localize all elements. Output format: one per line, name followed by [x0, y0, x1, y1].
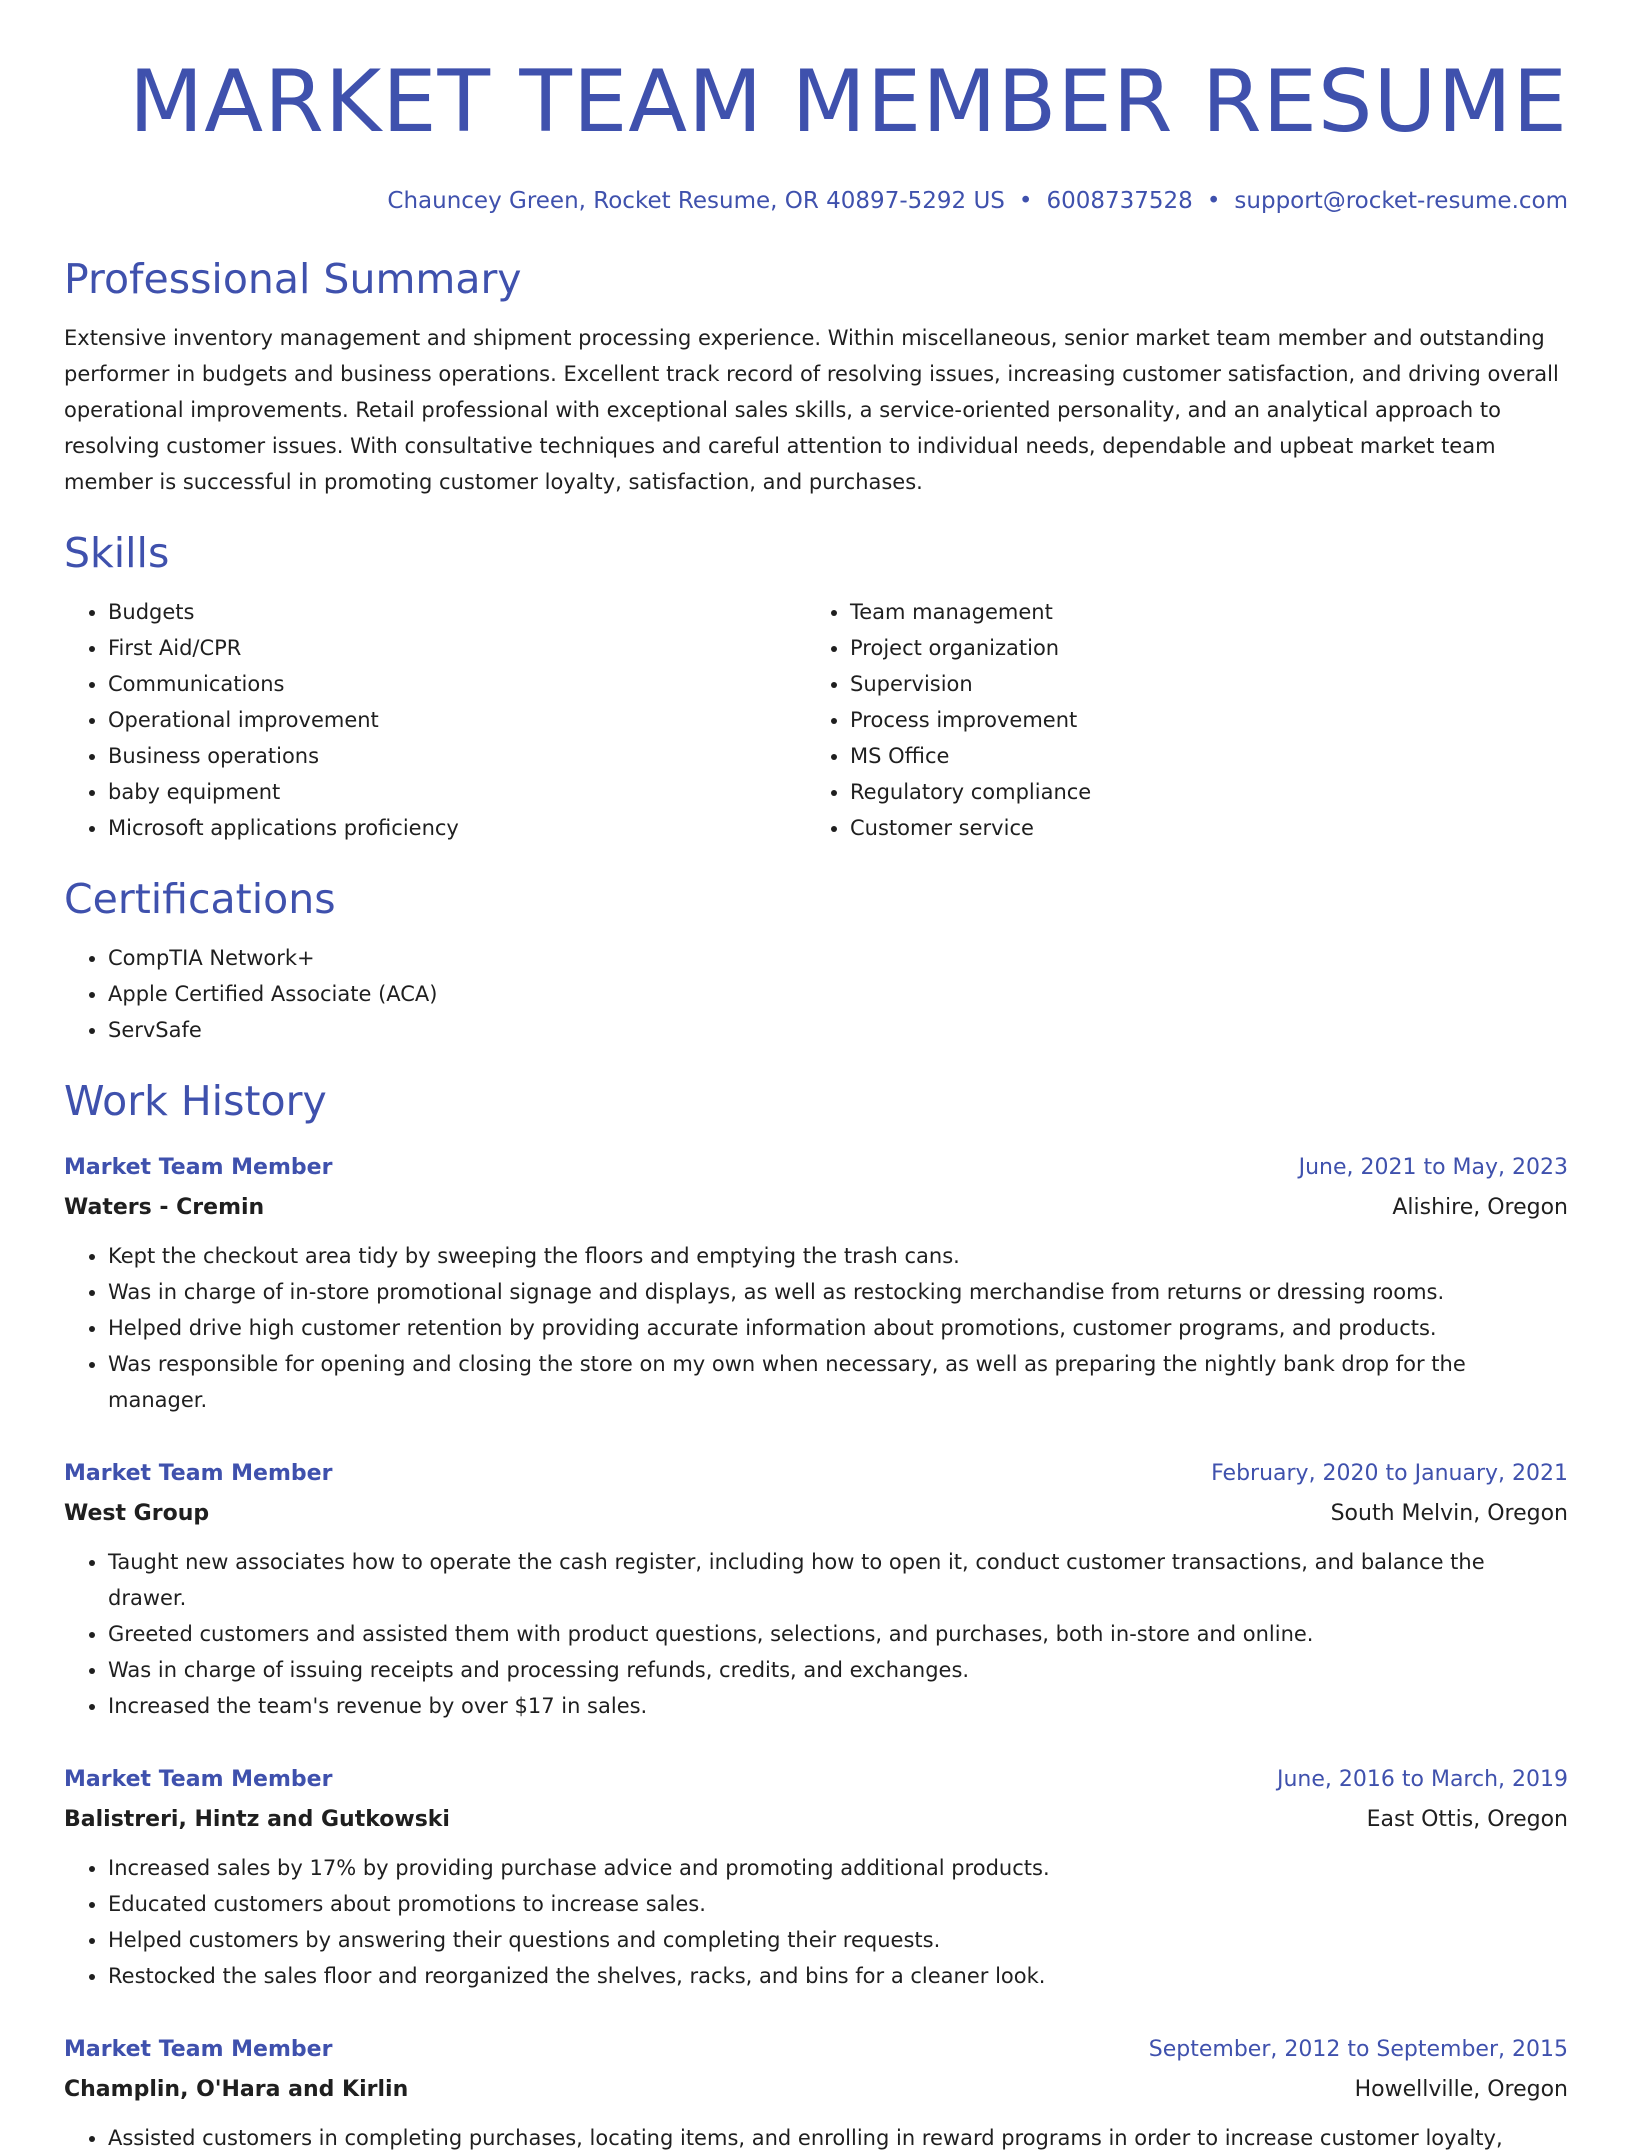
certifications-section: [64, 874, 1568, 1048]
job-duty: • Was in charge of in-store promotional signage and displays, as well as restocking merchandise from returns or dressing rooms.: [108, 1274, 1568, 1310]
professional-summary-section: [64, 254, 1568, 500]
skill-item: • Supervision: [850, 666, 1548, 702]
job-dates: February, 2020 to January, 2021: [1211, 1461, 1568, 1486]
resume-header: [64, 54, 1568, 216]
job-duty: • Restocked the sales floor and reorganized the shelves, racks, and bins for a cleaner look.: [108, 1958, 1568, 1994]
skill-item: • MS Office: [850, 738, 1548, 774]
section-heading-certifications: Certifications: [64, 875, 336, 923]
job-dates: June, 2021 to May, 2023: [1298, 1155, 1568, 1180]
skill-item: • Microsoft applications proficiency: [108, 810, 806, 846]
skill-item: • Process improvement: [850, 702, 1548, 738]
section-heading-skills: Skills: [64, 529, 170, 577]
job-duty: • Helped customers by answering their questions and completing their requests.: [108, 1922, 1568, 1958]
job-duty: • Increased the team's revenue by over $17 in sales.: [108, 1688, 1568, 1724]
job-duty: • Educated customers about promotions to increase sales.: [108, 1886, 1568, 1922]
work-history-section: [64, 1076, 1568, 2156]
contact-email: support@rocket-resume.com: [1234, 188, 1568, 214]
job-duties-list: [64, 1850, 1568, 1994]
skill-item: • Customer service: [850, 810, 1548, 846]
job-entry: [64, 1760, 1568, 1994]
job-company-row: [64, 2070, 1568, 2110]
job-location: South Melvin, Oregon: [1330, 1501, 1568, 1526]
skills-list-left: [64, 594, 806, 846]
section-heading-work-history: Work History: [64, 1077, 327, 1125]
skills-grid: [64, 594, 1568, 846]
job-duty: • Was in charge of issuing receipts and processing refunds, credits, and exchanges.: [108, 1652, 1568, 1688]
contact-separator: •: [1206, 188, 1221, 214]
skills-list-right: [806, 594, 1548, 846]
skill-item: • Budgets: [108, 594, 806, 630]
job-dates: September, 2012 to September, 2015: [1148, 2037, 1568, 2062]
job-title: Market Team Member: [64, 1767, 333, 1792]
contact-phone: 6008737528: [1046, 188, 1193, 214]
job-duties-list: [64, 1544, 1568, 1724]
skill-item: • First Aid/CPR: [108, 630, 806, 666]
skill-item: • Business operations: [108, 738, 806, 774]
job-location: Alishire, Oregon: [1392, 1195, 1568, 1220]
skill-item: • Team management: [850, 594, 1548, 630]
job-company-row: [64, 1494, 1568, 1534]
job-location: Howellville, Oregon: [1354, 2077, 1568, 2102]
job-duty: • Kept the checkout area tidy by sweeping the floors and emptying the trash cans.: [108, 1238, 1568, 1274]
job-entry: [64, 1454, 1568, 1724]
certification-item: • Apple Certified Associate (ACA): [108, 976, 1568, 1012]
job-duties-list: [64, 2120, 1568, 2156]
job-title: Market Team Member: [64, 1461, 333, 1486]
summary-text: Extensive inventory management and shipment processing experience. Within miscellaneous, senior market team member and outstanding performer in budgets and business operations. Excellent track record of resolving issues, increasing customer satisfaction, and driving overall operational improvements. Retail professional with exceptional sales skills, a service-oriented personality, and an analytical approach to resolving customer issues. With consultative techniques and careful attention to individual needs, dependable and upbeat market team member is successful in promoting customer loyalty, satisfaction, and purchases.: [64, 326, 1559, 494]
job-duties-list: [64, 1238, 1568, 1418]
job-entry: [64, 2030, 1568, 2156]
job-duty: • Increased sales by 17% by providing purchase advice and promoting additional products.: [108, 1850, 1568, 1886]
job-company-row: [64, 1800, 1568, 1840]
contact-address: Chauncey Green, Rocket Resume, OR 40897-5292 US: [387, 188, 1005, 214]
skill-item: • Project organization: [850, 630, 1548, 666]
certifications-list: [64, 940, 1568, 1048]
job-title: Market Team Member: [64, 2037, 333, 2062]
job-title: Market Team Member: [64, 1155, 333, 1180]
contact-separator: •: [1018, 188, 1033, 214]
job-company: Balistreri, Hintz and Gutkowski: [64, 1807, 450, 1832]
skills-column-left: [64, 594, 806, 846]
job-entry: [64, 1148, 1568, 1418]
job-duty: • Greeted customers and assisted them with product questions, selections, and purchases, both in-store and online.: [108, 1616, 1568, 1652]
section-heading-summary: Professional Summary: [64, 255, 522, 303]
job-title-row: [64, 1760, 1568, 1800]
job-company-row: [64, 1188, 1568, 1228]
certification-item: • CompTIA Network+: [108, 940, 1568, 976]
skill-item: • Operational improvement: [108, 702, 806, 738]
skills-section: [64, 528, 1568, 846]
skill-item: • Regulatory compliance: [850, 774, 1548, 810]
job-company: West Group: [64, 1501, 210, 1526]
job-title-row: [64, 2030, 1568, 2070]
job-duty: • Helped drive high customer retention by providing accurate information about promotions, customer programs, and products.: [108, 1310, 1568, 1346]
skill-item: • baby equipment: [108, 774, 806, 810]
job-company: Champlin, O'Hara and Kirlin: [64, 2077, 409, 2102]
job-duty: • Assisted customers in completing purchases, locating items, and enrolling in reward programs in order to increase customer loyalty,: [108, 2120, 1568, 2156]
job-title-row: [64, 1148, 1568, 1188]
job-company: Waters - Cremin: [64, 1195, 265, 1220]
job-dates: June, 2016 to March, 2019: [1277, 1767, 1568, 1792]
contact-line: [64, 186, 1568, 216]
job-duty: • Was responsible for opening and closing the store on my own when necessary, as well as preparing the nightly bank drop for the manager.: [108, 1346, 1568, 1418]
skill-item: • Communications: [108, 666, 806, 702]
job-title-row: [64, 1454, 1568, 1494]
job-location: East Ottis, Oregon: [1366, 1807, 1568, 1832]
certification-item: • ServSafe: [108, 1012, 1568, 1048]
skills-column-right: [806, 594, 1548, 846]
resume-title: MARKET TEAM MEMBER RESUME: [129, 52, 1568, 152]
job-duty: • Taught new associates how to operate the cash register, including how to open it, conduct customer transactions, and balance the drawer.: [108, 1544, 1568, 1616]
